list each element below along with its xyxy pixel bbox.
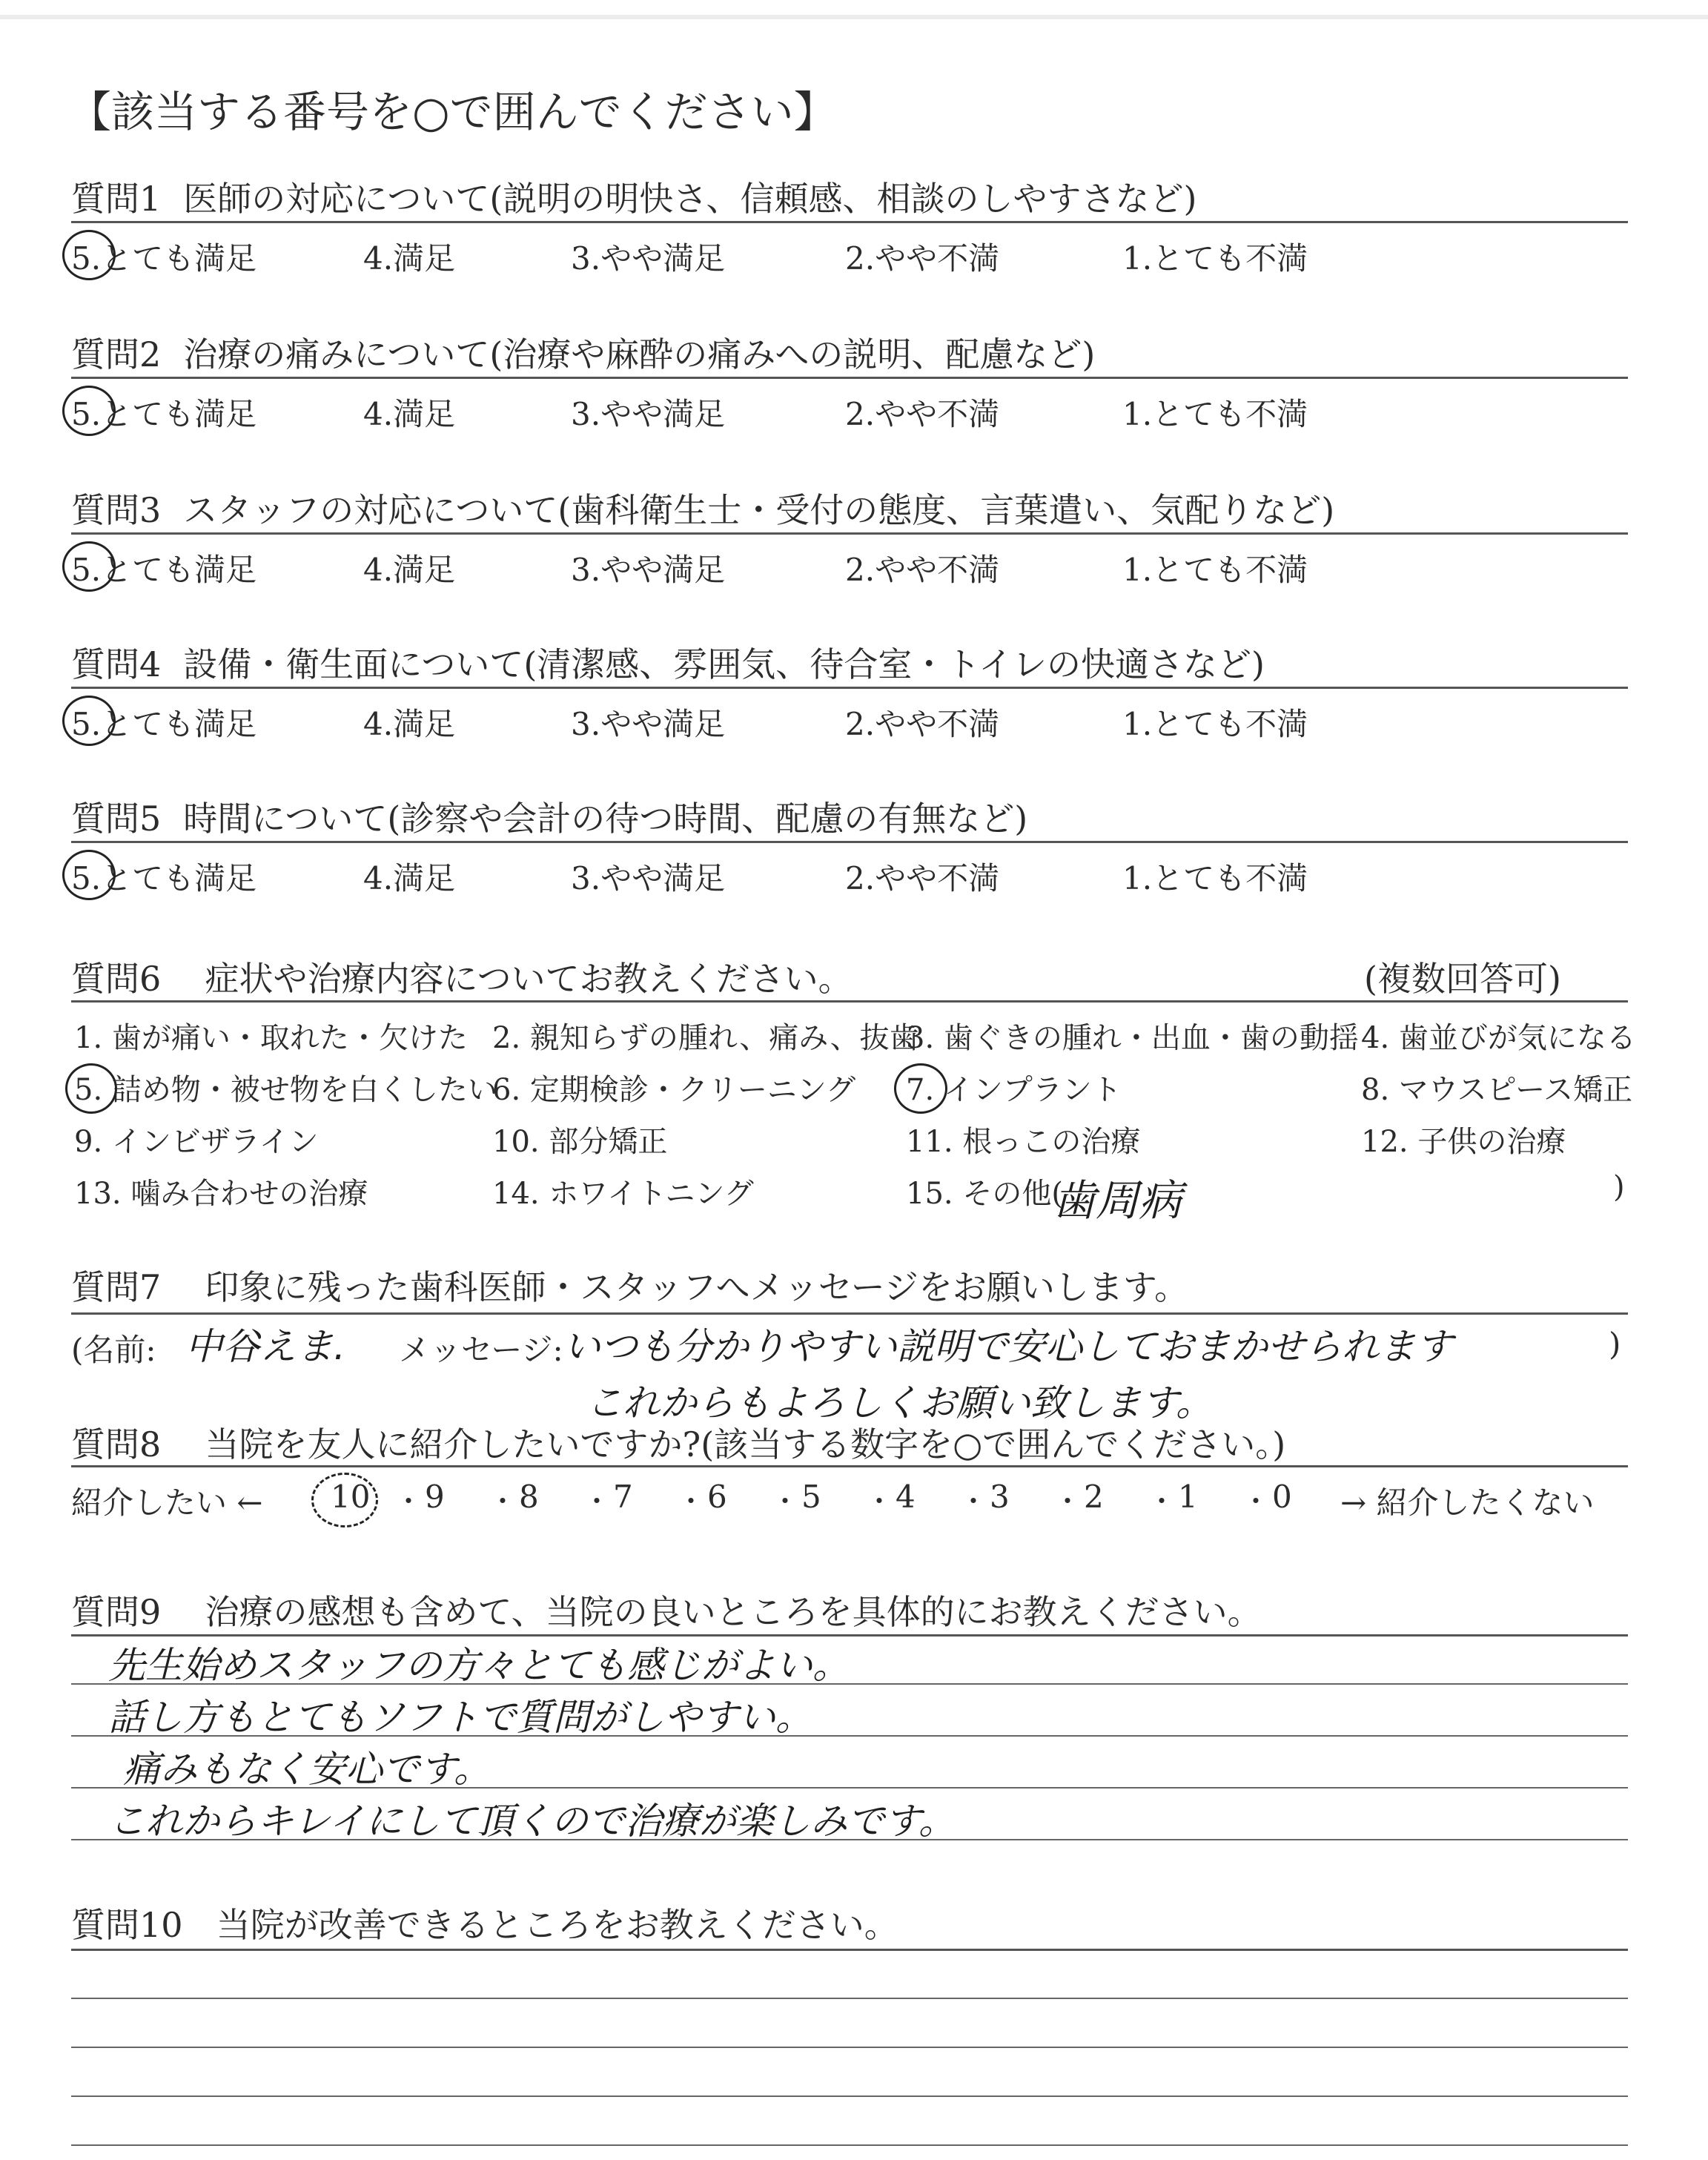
q9-line [71, 1839, 1628, 1840]
q1-label: 質問1 [71, 179, 162, 219]
q6-option-14: 14. ホワイトニング [492, 1177, 754, 1211]
q8-scale-7: 7 [613, 1479, 633, 1515]
q1-circle-selected [62, 230, 116, 280]
q1-option-3: 3.やや満足 [571, 240, 726, 277]
q10-text: 当院が改善できるところをお教えください。 [216, 1905, 898, 1945]
q2-heading [71, 328, 1095, 377]
q7-rule [71, 1312, 1628, 1315]
q10-line [71, 2047, 1628, 2048]
q2-rule [71, 377, 1628, 379]
q2-text: 治療の痛みについて(治療や麻酔の痛みへの説明、配慮など) [183, 334, 1096, 374]
q8-scale-dot: ・ [489, 1485, 517, 1518]
q5-rule [71, 841, 1628, 843]
q8-scale-dot: ・ [865, 1485, 894, 1518]
q9-label: 質問9 [71, 1592, 162, 1632]
q8-rule [71, 1465, 1628, 1467]
q6-option-9: 9. インビザライン [74, 1125, 319, 1159]
q8-scale-10: 10 [331, 1479, 371, 1515]
q4-option-5: 5.とても満足 [71, 706, 257, 742]
q4-option-4: 4.満足 [363, 706, 456, 742]
q6-option-3: 3. 歯ぐきの腫れ・出血・歯の動揺 [906, 1021, 1359, 1055]
q3-option-1: 1.とても不満 [1122, 552, 1308, 588]
q1-option-2: 2.やや不満 [845, 240, 1000, 277]
q3-option-2: 2.やや不満 [845, 552, 1000, 588]
q8-label: 質問8 [71, 1424, 162, 1464]
q6-option-13: 13. 噛み合わせの治療 [74, 1177, 368, 1211]
q7-message-line1: いつも分かりやすい説明で安心しておまかせられます [563, 1325, 1453, 1368]
q7-name-label: (名前: [71, 1332, 156, 1368]
q3-option-5: 5.とても満足 [71, 552, 257, 588]
q1-option-1: 1.とても不満 [1122, 240, 1308, 277]
q2-option-4: 4.満足 [363, 396, 456, 432]
q5-option-1: 1.とても不満 [1122, 860, 1308, 896]
q6-circle-7 [894, 1063, 947, 1114]
q9-line [71, 1683, 1628, 1685]
q9-answer-line-4: これからキレイにして頂くので治療が楽しみです。 [108, 1800, 956, 1843]
q8-scale-dot: ・ [1242, 1485, 1271, 1518]
q7-heading [71, 1261, 1188, 1309]
q6-option-8: 8. マウスピース矯正 [1361, 1073, 1633, 1107]
q2-circle-selected [62, 386, 116, 436]
q6-option-6: 6. 定期検診・クリーニング [492, 1073, 856, 1107]
q6-option-16: ) [1613, 1170, 1625, 1204]
q9-line [71, 1735, 1628, 1737]
q5-label: 質問5 [71, 799, 162, 839]
q8-circle-selected [311, 1473, 378, 1527]
q8-scale-0: 0 [1272, 1479, 1292, 1515]
q6-option-11: 11. 根っこの治療 [906, 1125, 1141, 1159]
q4-circle-selected [62, 696, 116, 746]
q7-text: 印象に残った歯科医師・スタッフへメッセージをお願いします。 [205, 1267, 1189, 1307]
q4-label: 質問4 [71, 644, 162, 684]
q8-scale-dot: ・ [771, 1485, 800, 1518]
q5-option-3: 3.やや満足 [571, 860, 726, 896]
q8-left-label: 紹介したい ← [71, 1484, 263, 1521]
q8-scale-dot: ・ [583, 1485, 612, 1518]
q7-label: 質問7 [71, 1267, 162, 1307]
q5-option-2: 2.やや不満 [845, 860, 1000, 896]
q6-other-handwritten: 歯周病 [1053, 1175, 1182, 1226]
q3-rule [71, 532, 1628, 535]
q8-text: 当院を友人に紹介したいですか?(該当する数字を○で囲んでください。) [205, 1424, 1286, 1464]
q8-scale-4: 4 [896, 1479, 916, 1515]
q8-scale-3: 3 [990, 1479, 1010, 1515]
q8-scale-dot: ・ [1148, 1485, 1176, 1518]
q3-option-3: 3.やや満足 [571, 552, 726, 588]
q4-option-2: 2.やや不満 [845, 706, 1000, 742]
q2-option-2: 2.やや不満 [845, 396, 1000, 432]
q6-option-2: 2. 親知らずの腫れ、痛み、抜歯 [492, 1021, 919, 1055]
q8-scale-dot: ・ [394, 1485, 423, 1518]
q9-line [71, 1787, 1628, 1789]
q5-option-4: 4.満足 [363, 860, 456, 896]
q8-scale-dot: ・ [959, 1485, 988, 1518]
q6-option-1: 1. 歯が痛い・取れた・欠けた [74, 1021, 468, 1055]
q6-heading [71, 952, 853, 1001]
q6-text: 症状や治療内容についてお教えください。 [205, 959, 853, 999]
q10-line [71, 2095, 1628, 2097]
scan-top-edge [0, 15, 1708, 19]
q8-scale-8: 8 [519, 1479, 539, 1515]
q8-scale-9: 9 [425, 1479, 445, 1515]
q9-answer-line-1: 先生始めスタッフの方々とても感じがよい。 [108, 1644, 850, 1687]
q6-note: (複数回答可) [1364, 959, 1561, 999]
form-header: 【該当する番号を○で囲んでください】 [68, 87, 837, 137]
q8-scale-1: 1 [1178, 1479, 1198, 1515]
q8-scale-dot: ・ [677, 1485, 706, 1518]
q4-text: 設備・衛生面について(清潔感、雰囲気、待合室・トイレの快適さなど) [183, 644, 1265, 684]
q1-text: 医師の対応について(説明の明快さ、信頼感、相談のしやすさなど) [183, 179, 1197, 219]
q4-rule [71, 687, 1628, 689]
q4-option-3: 3.やや満足 [571, 706, 726, 742]
q3-heading [71, 483, 1334, 532]
q5-text: 時間について(診察や会計の待つ時間、配慮の有無など) [183, 799, 1028, 839]
q6-option-15: 15. その他( [906, 1177, 1063, 1211]
q3-text: スタッフの対応について(歯科衛生士・受付の態度、言葉遣い、気配りなど) [183, 490, 1335, 530]
q1-rule [71, 221, 1628, 223]
q10-rule [71, 1949, 1628, 1951]
q7-message-line2: これからもよろしくお願い致します。 [586, 1381, 1213, 1424]
q4-heading [71, 638, 1265, 687]
q9-answer-line-2: 話し方もとてもソフトで質問がしやすい。 [108, 1696, 812, 1739]
q10-line [71, 2144, 1628, 2146]
q4-option-1: 1.とても不満 [1122, 706, 1308, 742]
q9-answer-line-3: 痛みもなく安心です。 [123, 1748, 491, 1791]
q6-option-10: 10. 部分矯正 [492, 1125, 668, 1159]
q1-option-5: 5.とても満足 [71, 240, 257, 277]
q6-rule [71, 1000, 1628, 1003]
q8-scale-5: 5 [801, 1479, 821, 1515]
q5-option-5: 5.とても満足 [71, 860, 257, 896]
q3-option-4: 4.満足 [363, 552, 456, 588]
q2-option-3: 3.やや満足 [571, 396, 726, 432]
q8-scale-2: 2 [1084, 1479, 1104, 1515]
q7-message-close: ) [1609, 1326, 1621, 1362]
q10-label: 質問10 [71, 1905, 183, 1945]
q2-label: 質問2 [71, 334, 162, 374]
q8-right-label: → 紹介したくない [1340, 1484, 1595, 1521]
q6-circle-5 [65, 1063, 117, 1114]
q5-circle-selected [62, 850, 116, 900]
q6-option-5: 5. 詰め物・被せ物を白くしたい [74, 1073, 497, 1107]
q5-heading [71, 792, 1027, 841]
q3-label: 質問3 [71, 490, 162, 530]
q6-label: 質問6 [71, 959, 162, 999]
q2-option-1: 1.とても不満 [1122, 396, 1308, 432]
q9-text: 治療の感想も含めて、当院の良いところを具体的にお教えください。 [205, 1592, 1262, 1632]
q1-option-4: 4.満足 [363, 240, 456, 277]
q6-option-7: 7. インプラント [906, 1073, 1122, 1107]
q9-heading [71, 1585, 1262, 1634]
q8-scale-dot: ・ [1053, 1485, 1082, 1518]
q1-heading [71, 172, 1196, 221]
q10-line [71, 1998, 1628, 1999]
q10-heading [71, 1898, 898, 1947]
q7-message-label: メッセージ: [399, 1332, 563, 1368]
q2-option-5: 5.とても満足 [71, 396, 257, 432]
q6-option-12: 12. 子供の治療 [1361, 1125, 1566, 1159]
q8-scale-6: 6 [707, 1479, 727, 1515]
q3-circle-selected [62, 541, 116, 592]
q6-option-4: 4. 歯並びが気になる [1361, 1021, 1636, 1055]
q8-heading [71, 1418, 1285, 1467]
q7-name-handwritten: 中谷えま. [185, 1325, 345, 1368]
